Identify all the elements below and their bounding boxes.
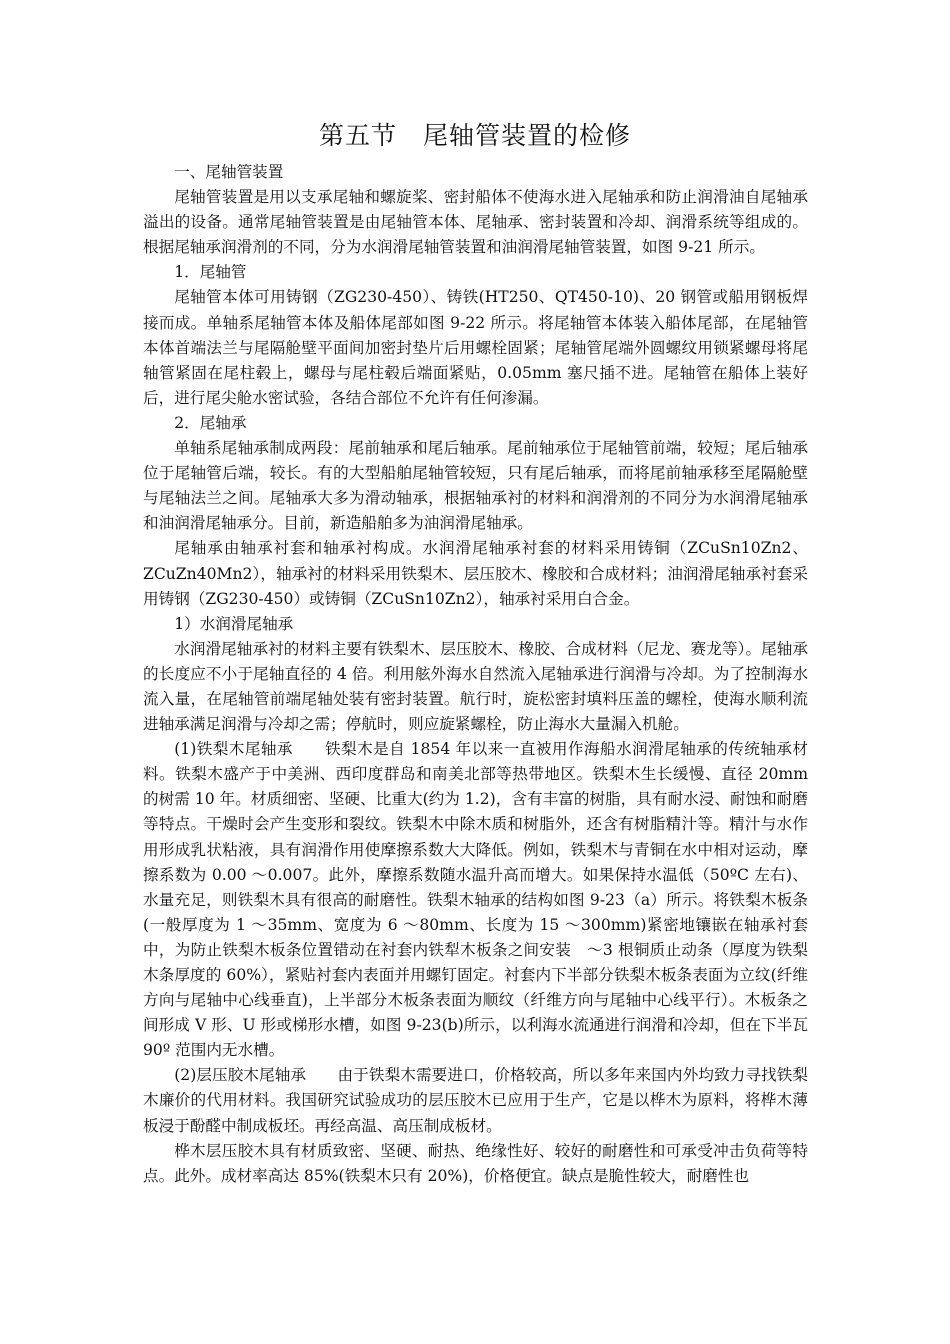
- subsection-heading: 1．尾轴管: [174, 263, 247, 282]
- paragraph: 桦木层压胶木具有材质致密、坚硬、耐热、绝缘性好、较好的耐磨性和可承受冲击负荷等特点。此外。成材率高达 85%(铁梨木只有 20%)，价格便宜。缺点是脆性较大，耐磨性也: [143, 1141, 808, 1185]
- section-heading: 一、尾轴管装置: [174, 163, 284, 181]
- paragraph: 尾轴管本体可用铸钢（ZG230-450）、铸铁(HT250、QT450-10)、20 钢管或船用钢板焊接而成。单轴系尾轴管本体及船体尾部如图 9-22 所示。将尾轴管本体装入船体尾部，在尾轴管本体首端法兰与尾隔舱壁平面间加密封垫片后用螺栓固紧；尾轴管尾端外圆螺纹用锁紧螺母将尾轴管紧固在尾柱毂上，螺母与尾柱毂后端面紧贴，0.05mm 塞尺插不进。尾轴管在船体上装好后，进行尾尖舱水密试验，各结合部位不允许有任何渗漏。: [143, 288, 808, 407]
- paragraph: 尾轴承由轴承衬套和轴承衬构成。水润滑尾轴承衬套的材料采用铸铜（ZCuSn10Zn2、ZCuZn40Mn2），轴承衬的材料采用铁梨木、层压胶木、橡胶和合成材料；油润滑尾轴承衬套采用铸钢（ZG230-450）或铸铜（ZCuSn10Zn2），轴承衬采用白合金。: [143, 539, 808, 608]
- page-title: 第五节 尾轴管装置的检修: [318, 121, 631, 150]
- body-text: [143, 160, 808, 1189]
- subsection-heading: 1）水润滑尾轴承: [174, 614, 294, 633]
- paragraph: (2)层压胶木尾轴承 由于铁梨木需要进口，价格较高，所以多年来国内外均致力寻找铁梨木廉价的代用材料。我国研究试验成功的层压胶木已应用于生产，它是以桦木为原料，将桦木薄板浸于酚醛中制成板坯。再经高温、高压制成板材。: [143, 1066, 808, 1135]
- subsection-heading: 2．尾轴承: [174, 413, 247, 432]
- paragraph: 水润滑尾轴承衬的材料主要有铁梨木、层压胶木、橡胶、合成材料（尼龙、赛龙等）。尾轴承的长度应不小于尾轴直径的 4 倍。利用舷外海水自然流入尾轴承进行润滑与冷却。为了控制海水流入量，在尾轴管前端尾轴处装有密封装置。航行时，旋松密封填料压盖的螺栓，使海水顺利流进轴承满足润滑与冷却之需；停航时，则应旋紧螺栓，防止海水大量漏入机舱。: [143, 639, 808, 734]
- paragraph: 尾轴管装置是用以支承尾轴和螺旋桨、密封船体不使海水进入尾轴承和防止润滑油自尾轴承溢出的设备。通常尾轴管装置是由尾轴管本体、尾轴承、密封装置和冷却、润滑系统等组成的。根据尾轴承润滑剂的不同，分为水润滑尾轴管装置和油润滑尾轴管装置，如图 9-21 所示。: [143, 188, 808, 257]
- paragraph: 单轴系尾轴承制成两段：尾前轴承和尾后轴承。尾前轴承位于尾轴管前端，较短；尾后轴承位于尾轴管后端，较长。有的大型船舶尾轴管较短，只有尾后轴承，而将尾前轴承移至尾隔舱壁与尾轴法兰之间。尾轴承大多为滑动轴承，根据轴承衬的材料和润滑剂的不同分为水润滑尾轴承和油润滑尾轴承分。目前，新造船舶多为油润滑尾轴承。: [143, 439, 808, 533]
- paragraph: (1)铁梨木尾轴承 铁梨木是自 1854 年以来一直被用作海船水润滑尾轴承的传统轴承材料。铁梨木盛产于中美洲、西印度群岛和南美北部等热带地区。铁梨木生长缓慢、直径 20mm 的树需 10 年。材质细密、坚硬、比重大(约为 1.2)，含有丰富的树脂，具有耐水浸、耐蚀和耐磨等特点。干燥时会产生变形和裂纹。铁梨木中除木质和树脂外，还含有树脂精汁等。精汁与水作用形成乳状粘液，具有润滑作用使摩擦系数大大降低。例如，铁梨木与青铜在水中相对运动，摩擦系数为 0.00 ～0.007。此外，摩擦系数随水温升高而增大。如果保持水温低（50ºC 左右)、水量充足，则铁梨木具有很高的耐磨性。铁梨木轴承的结构如图 9-23（a）所示。将铁梨木板条(一般厚度为 1 ～35mm、宽度为 6 ～80mm、长度为 15 ～300mm)紧密地镶嵌在轴承衬套中，为防止铁梨木板条位置错动在衬套内铁犁木板条之间安装 ～3 根铜质止动条（厚度为铁梨木条厚度的 60%），紧贴衬套内表面并用螺钉固定。衬套内下半部分铁梨木板条表面为立纹(纤维方向与尾轴中心线垂直)，上半部分木板条表面为顺纹（纤维方向与尾轴中心线平行）。木板条之间形成 V 形、U 形或梯形水槽，如图 9-23(b)所示，以利海水流通进行润滑和冷却，但在下半瓦 90º 范围内无水槽。: [143, 740, 808, 1060]
